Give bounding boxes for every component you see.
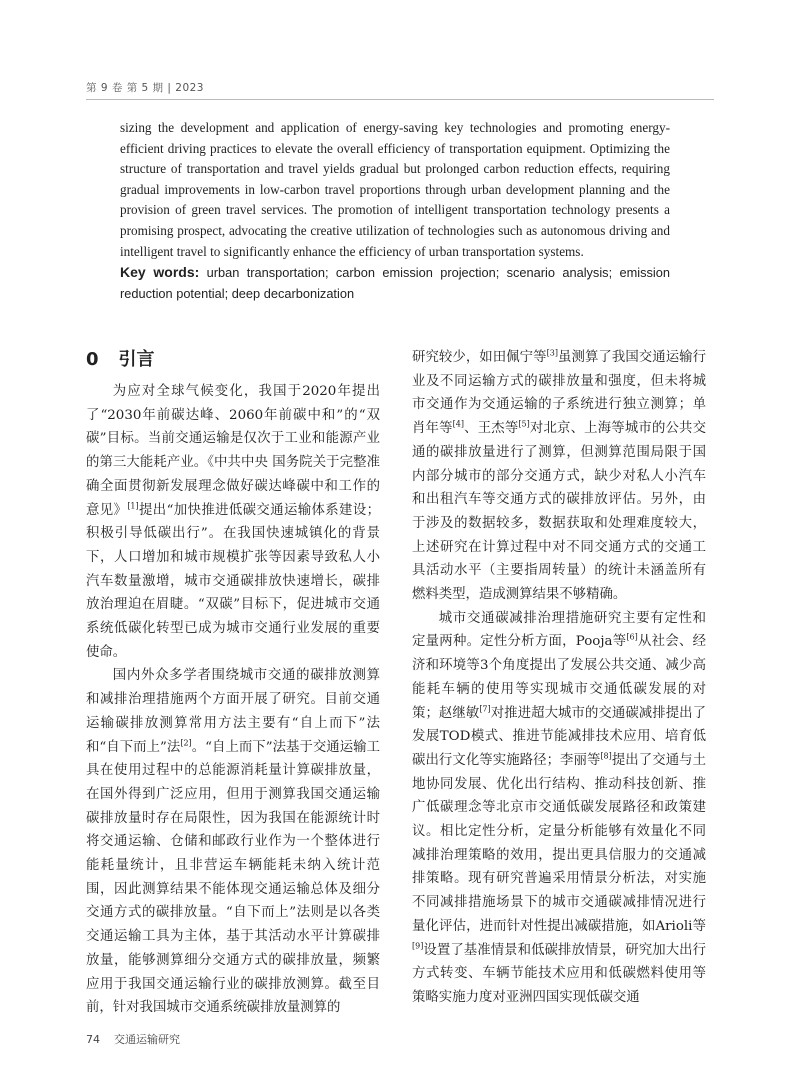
- citation-ref: [2]: [180, 738, 192, 748]
- citation-ref: [1]: [127, 501, 139, 511]
- right-column: [412, 346, 706, 1010]
- keywords-label: Key words:: [120, 264, 200, 281]
- page-footer: [86, 1031, 180, 1047]
- running-header: 第 9 卷 第 5 期 | 2023: [86, 82, 204, 94]
- abstract-block: [120, 118, 670, 304]
- abstract-text: sizing the development and application of energy-saving key technologies and promoting energy-efficient driving practices to elevate the overall efficiency of transportation equipment. Optimizing the structure of transportation and travel yields gradual but prolonged carbon reduction effects, requiring gradual improvements in low-carbon travel proportions through urban development planning and the provision of green travel services. The promotion of intelligent transportation technology presents a promising prospect, advocating the creative utilization of technologies such as autonomous driving and intelligent travel to significantly enhance the efficiency of urban transportation systems.: [120, 120, 670, 259]
- body-paragraph: 为应对全球气候变化，我国于2020年提出了“2030年前碳达峰、2060年前碳中和”的“双碳”目标。当前交通运输是仅次于工业和能源产业的第三大能耗产业。《中共中央 国务院关于完整准确全面贯彻新发展理念做好碳达峰碳中和工作的意见》[1]提出“加快推进低碳交通运输体系建设；积极引导低碳出行”。在我国快速城镇化的背景下，人口增加和城市规模扩张等因素导致私人小汽车数量激增，城市交通碳排放快速增长，碳排放治理迫在眉睫。“双碳”目标下，促进城市交通系统低碳化转型已成为城市交通行业发展的重要使命。: [86, 384, 380, 660]
- journal-name: 交通运输研究: [114, 1033, 180, 1046]
- section-number: 0: [86, 349, 99, 370]
- body-paragraph: 城市交通碳减排治理措施研究主要有定性和定量两种。定性分析方面，Pooja等[6]从社会、经济和环境等3个角度提出了发展公共交通、减少高能耗车辆的使用等实现城市交通低碳发展的对策；赵继敏[7]对推进超大城市的交通碳减排提出了发展TOD模式、推进节能减排技术应用、培育低碳出行文化等实施路径；李丽等[8]提出了交通与土地协同发展、优化出行结构、推动科技创新、推广低碳理念等北京市交通低碳发展路径和政策建议。相比定性分析，定量分析能够有效量化不同减排治理策略的效用，提出更具信服力的交通减排策略。现有研究普遍采用情景分析法，对实施不同减排措施场景下的城市交通碳减排情况进行量化评估，进而针对性提出减碳措施，如Arioli等[9]设置了基准情景和低碳排放情景，研究加大出行方式转变、车辆节能技术应用和低碳燃料使用等策略实施力度对亚洲四国实现低碳交通: [412, 610, 707, 1005]
- page-number: 74: [86, 1033, 100, 1046]
- citation-ref: [3]: [546, 348, 558, 358]
- left-column: [86, 346, 380, 1020]
- body-paragraph: 研究较少，如田佩宁等[3]虽测算了我国交通运输行业及不同运输方式的碳排放量和强度，但未将城市交通作为交通运输的子系统进行独立测算；单肖年等[4]、王杰等[5]对北京、上海等城市的公共交通的碳排放量进行了测算，但测算范围局限于国内部分城市的部分交通方式，缺少对私人小汽车和出租汽车等交通方式的碳排放评估。另外，由于涉及的数据较多，数据获取和处理难度较大，上述研究在计算过程中对不同交通方式的交通工具活动水平（主要指周转量）的统计未涵盖所有燃料类型，造成测算结果不够精确。: [412, 348, 707, 603]
- keywords-text: urban transportation; carbon emission projection; scenario analysis; emission reduction potential; deep decarbonization: [120, 265, 670, 301]
- section-title: 引言: [118, 349, 155, 370]
- citation-ref: [6]: [626, 632, 638, 642]
- citation-ref: [5]: [518, 419, 530, 429]
- citation-ref: [7]: [479, 704, 491, 714]
- keywords-line: [120, 262, 670, 304]
- body-paragraph: 国内外众多学者围绕城市交通的碳排放测算和减排治理措施两个方面开展了研究。目前交通运输碳排放测算常用方法主要有“自上而下”法和“自下而上”法[2]。“自上而下”法基于交通运输工具在使用过程中的总能源消耗量计算碳排放量，在国外得到广泛应用，但用于测算我国交通运输碳排放量时存在局限性，因为我国在能源统计时将交通运输、仓储和邮政行业作为一个整体进行能耗量统计，且非营运车辆能耗未纳入统计范围，因此测算结果不能体现交通运输总体及细分交通方式的碳排放量。“自下而上”法则是以各类交通运输工具为主体，基于其活动水平计算碳排放量，能够测算细分交通方式的碳排放量，频繁应用于我国交通运输行业的碳排放测算。截至目前，针对我国城市交通系统碳排放量测算的: [86, 668, 380, 1016]
- citation-ref: [9]: [412, 941, 424, 951]
- citation-ref: [4]: [452, 419, 465, 429]
- header-rule: [86, 99, 714, 100]
- section-heading: [86, 346, 380, 374]
- citation-ref: [8]: [600, 751, 612, 761]
